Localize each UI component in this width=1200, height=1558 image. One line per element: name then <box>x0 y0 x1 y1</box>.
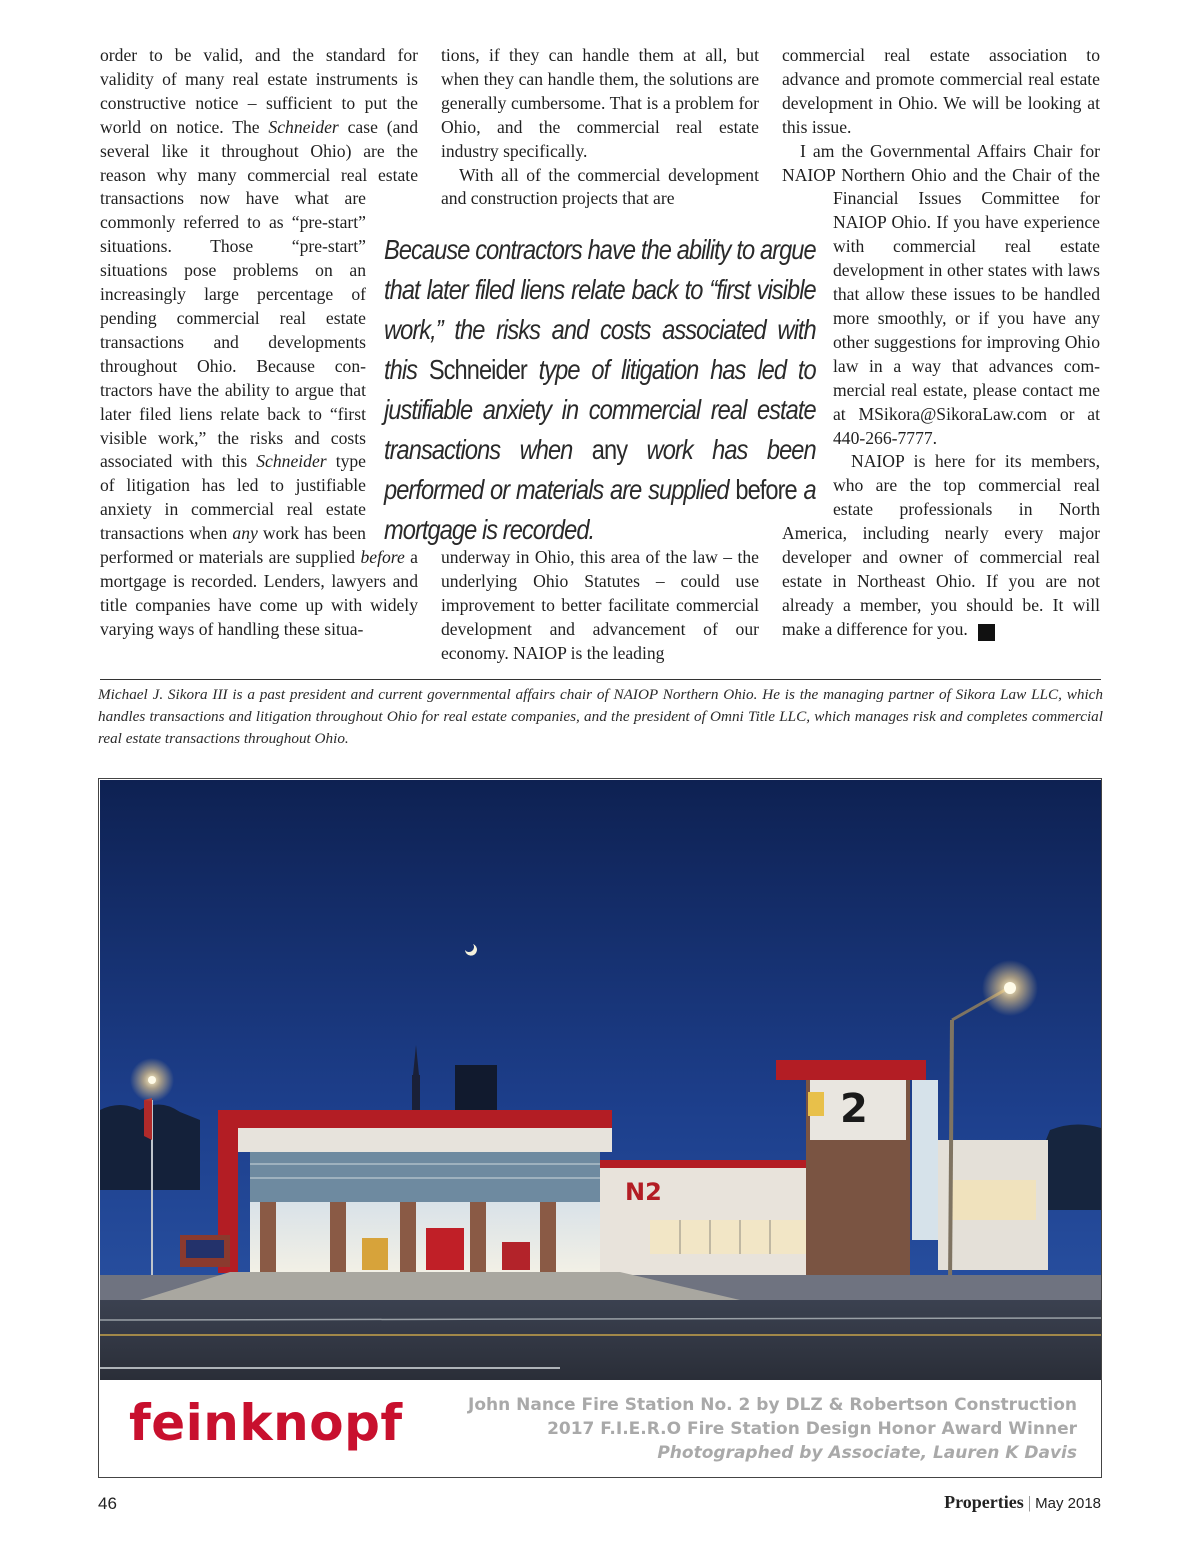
article-column-3 <box>782 44 1100 642</box>
article-paragraph: I am the Governmental Affairs Chair for NAIOP Northern Ohio and the Chair of the Financial Issues Committee for NAIOP Ohio. If you have experience with commercial real estate development in other states with laws that allow these issues to be handled more smoothly, or if you have any other suggestions for improving Ohio law in a way that advances commercial real estate, please contact me at MSikora@SikoraLaw.com or at 440-266-7777. <box>782 140 1100 448</box>
author-bio: Michael J. Sikora III is a past president and current governmental affairs chair of NAIOP Northern Ohio. He is the managing partner of Sikora Law LLC, which handles transactions and litigation throughout Ohio for real estate companies, and the president of Omni Title LLC, which manages risk and completes commercial real estate transactions throughout Ohio. <box>98 686 1103 747</box>
ad-caption-credit: Photographed by Associate, Lauren K Davis <box>657 1443 1077 1463</box>
article-column-2 <box>441 44 759 211</box>
article-column-2-continued <box>441 546 759 666</box>
folio-separator: | <box>1027 1493 1032 1512</box>
end-of-article-mark: P <box>978 624 995 641</box>
svg-text:N2: N2 <box>625 1178 662 1206</box>
advertisement <box>98 778 1102 1478</box>
article-paragraph: order to be valid, and the standard for validity of many real estate instruments is constructive notice – sufficient to put the world on notice. The Schneider case (and several like it throughout Ohio) are the reason why many commercial real estate transactions now have what are commonly referred to as “pre-start” situations. Those “pre-start” situations pose problems on an increasingly large percentage of pending commercial real estate transactions and developments throughout Ohio. Because contractors have the ability to argue that later filed liens relate back to “first visible work,” the risks and costs associated with this Schneider type of litigation has led to justifiable anxiety in commercial real estate transactions when any work has been performed or materials are supplied before a mortgage is recorded. Lenders, lawyers and title companies have come up with widely varying ways of handling these situa- <box>100 45 418 639</box>
article-paragraph: NAIOP is here for its members, who are the top commercial real estate professionals in North America, including nearly every major developer and owner of commercial real estate in Northeast Ohio. If you are not already a member, you should be. It will make a difference for you. P <box>782 451 1100 640</box>
page-number: 46 <box>98 1494 117 1513</box>
divider-rule <box>100 679 1101 680</box>
ad-caption-project: John Nance Fire Station No. 2 by DLZ & Robertson Construction <box>468 1395 1077 1415</box>
station-number-sign: 2 <box>840 1086 868 1132</box>
issue-date: May 2018 <box>1035 1495 1101 1512</box>
article-column-1 <box>100 44 418 642</box>
article-paragraph: tions, if they can handle them at all, but when they can handle them, the solutions are generally cumbersome. That is a problem for Ohio, and the commercial real estate industry specifically. <box>441 45 759 161</box>
ad-caption-award: 2017 F.I.E.R.O Fire Station Design Honor Award Winner <box>547 1419 1077 1439</box>
pull-quote: Because contractors have the ability to argue that later filed liens relate back to “first visible work,” the risks and costs associated with this Schneider type of litigation has led to justifiable anxiety in commercial real estate transactions when any work has been performed or materials are supplied before a mortgage is recorded. <box>384 234 816 545</box>
article-paragraph: underway in Ohio, this area of the law – the underlying Ohio Statutes – could use improvement to better facilitate commercial development and advancement of our economy. NAIOP is the leading <box>441 547 759 663</box>
fire-station-photo <box>100 780 1101 1380</box>
article-paragraph: With all of the commercial development and construction projects that are <box>441 164 759 209</box>
publication-folio <box>944 1492 1101 1513</box>
article-paragraph: commercial real estate association to advance and promote commercial real estate development in Ohio. We will be looking at this issue. <box>782 45 1100 137</box>
brand-logo: feinknopf <box>129 1394 403 1452</box>
publication-name: Properties <box>944 1492 1024 1512</box>
